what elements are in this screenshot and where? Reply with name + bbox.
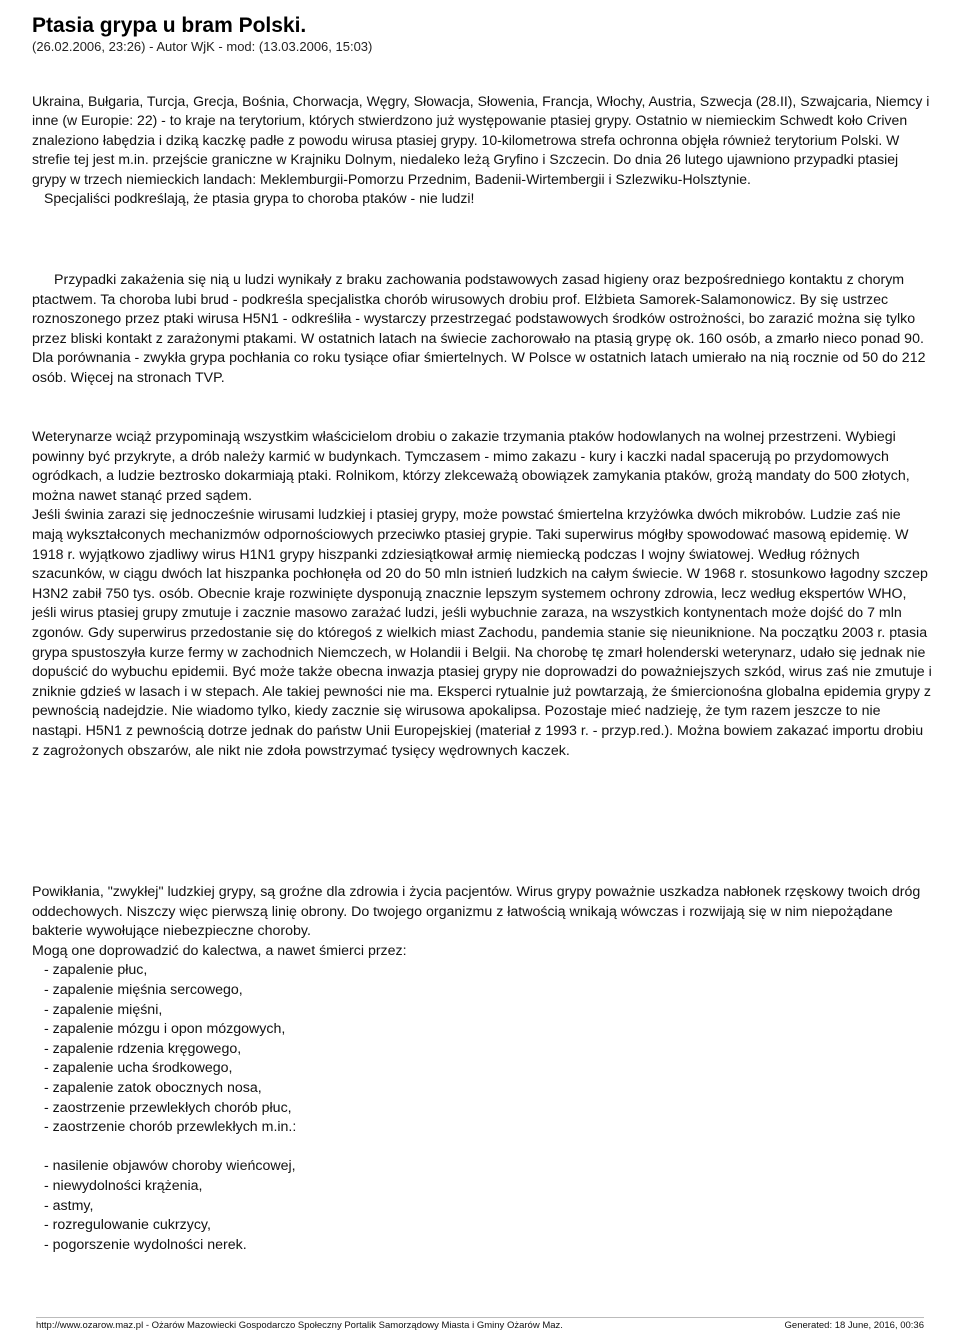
paragraph-superwirus: Jeśli świnia zarazi się jednocześnie wirusami ludzkiej i ptasiej grypy, może powstać śmiertelna krzyżówka dwóch mikrobów. Ludzie zaś nie mają wykształconych mechanizmów odpornościowych przeciwko ptasiej grypie. Taki superwirus mógłby spowodować masową epidemię. W 1918 r. wyjątkowo zjadliwy wirus H1N1 grypy hiszpanki zdziesiątkował armię niemiecką podczas I wojny światowej. Według różnych szacunków, w ciągu dwóch lat hiszpanka pochłonęła od 20 do 50 mln istnień ludzkich na całym świecie. W 1968 r. stosunkowo łagodny szczep H3N2 zabił 750 tys. osób. Obecnie kraje rozwinięte dysponują znacznie lepszym systemem ochrony zdrowia, lecz według ekspertów WHO, jeśli wirus ptasiej grupy zmutuje i zacznie masowo zarażać ludzi, jeśli wybuchnie zaraza, na wszystkich kontynentach może dojść do 7 mln zgonów. Gdy superwirus przedostanie się do któregoś z wielkich miast Zachodu, pandemia stanie się nieuniknione. Na początku 2003 r. ptasia grypa spustoszyła kurze fermy w zachodnich Niemczech, w Holandii i Belgii. Na chorobę tę zmarł holenderski weterynarz, udało się jednak nie dopuścić do wybuchu epidemii. Być może także obecna inwazja ptasiej grypy nie doprowadzi do poważniejszych szkód, wirus zaś nie zmutuje i zniknie gdzieś w lasach i w stepach. Ale takiej pewności nie ma. Eksperci rytualnie już powtarzają, że śmiercionośna globalna epidemia grypy z pewnością nadejdzie. Nie wiadomo tylko, kiedy zacznie się wirusowa apokalipsa. Pozostaje mieć nadzieję, że tym razem jeszcze to nie nastąpi. H5N1 z pewnością dotrze jednak do państw Unii Europejskiej (materiał z 1993 r. - przyp.red.). Można bowiem zakazać importu drobiu z zagrożonych obszarów, ale nikt nie zdoła powstrzymać tysięcy wędrownych kaczek. — [32, 507, 932, 759]
paragraph-complications: Powikłania, "zwykłej" ludzkiej grypy, są groźne dla zdrowia i życia pacjentów. Wirus grypy poważnie uszkadza nabłonek rzęskowy twoich dróg oddechowych. Niszczy więc pierwszą linię obrony. Do twojego organizmu z łatwością wnikają wówczas i rozwijają się w nim niepożądane bakterie wywołujące niebezpieczne choroby. — [32, 884, 921, 940]
list-item: - niewydolności krążenia, — [44, 1177, 203, 1194]
list-item: - zaostrzenie przewlekłych chorób płuc, — [44, 1099, 292, 1116]
paragraph-specialists-note: Specjaliści podkreślają, że ptasia grypa to choroba ptaków - nie ludzi! — [44, 190, 475, 207]
list-item: - rozregulowanie cukrzycy, — [44, 1217, 211, 1234]
list-item: - zapalenie ucha środkowego, — [44, 1060, 233, 1077]
list-item: - zapalenie zatok obocznych nosa, — [44, 1079, 262, 1096]
section-veterinarians — [32, 428, 932, 761]
paragraph-veterinarians: Weterynarze wciąż przypominają wszystkim właścicielom drobiu o zakazie trzymania ptaków hodowlanych na wolnej przestrzeni. Wybiegi powinny być przykryte, a drób należy karmić w budynkach. Tymczasem - mimo zakazu - kury i kaczki nadal spacerują po przydomowych ogródkach, a ludzie beztrosko dokarmiają ptaki. Rolnikom, którzy zlekceważą obowiązek zamykania ptaków, grożą mandaty do 500 złotych, można nawet stanąć przed sądem. — [32, 429, 910, 504]
section-human-cases — [32, 271, 932, 389]
list-item: - zapalenie rdzenia kręgowego, — [44, 1040, 242, 1057]
document-page — [32, 14, 932, 1253]
footer-site-link[interactable]: http://www.ozarow.maz.pl - Ożarów Mazowiecki Gospodarczo Społeczny Portalik Samorządowy Miasta i Gminy Ożarów Maz. — [36, 1320, 563, 1331]
list-item: - zapalenie płuc, — [44, 962, 148, 979]
article-title: Ptasia grypa u bram Polski. — [32, 14, 307, 37]
paragraph-complications-lead: Mogą one doprowadzić do kalectwa, a nawet śmierci przez: — [32, 942, 407, 959]
section-countries — [32, 92, 932, 208]
list-item: - zaostrzenie chorób przewlekłych m.in.: — [44, 1119, 297, 1136]
section-complications — [32, 883, 932, 1255]
paragraph-countries: Ukraina, Bułgaria, Turcja, Grecja, Bośnia, Chorwacja, Węgry, Słowacja, Słowenia, Francja, Włochy, Austria, Szwecja (28.II), Szwajcaria, Niemcy i inne (w Europie: 22) - to kraje na terytorium, których stwierdzono już występowanie ptasiej grypy. Ostatnio w niemieckim Schwedt koło Criven znaleziono łabędzia i dziką kaczkę padłe z powodu wirusa ptasiej grypy. 10-kilometrowa strefa ochronna objęła również terytorium Polski. W strefie tej jest m.in. przejście graniczne w Krajniku Dolnym, niedaleko leżą Gryfino i Szczecin. Do dnia 26 lutego ujawniono przypadki ptasiej grypy w trzech niemieckich landach: Meklemburgii-Pomorzu Przednim, Badenii-Wirtembergii i Szlezwiku-Holsztynie. — [32, 93, 930, 187]
list-item: - astmy, — [44, 1197, 94, 1214]
list-item: - nasilenie objawów choroby wieńcowej, — [44, 1158, 296, 1175]
page-footer — [36, 1317, 924, 1331]
list-item: - zapalenie mięśnia sercowego, — [44, 981, 243, 998]
article-meta: (26.02.2006, 23:26) - Autor WjK - mod: (13.03.2006, 15:03) — [32, 39, 373, 54]
list-item: - pogorszenie wydolności nerek. — [44, 1236, 247, 1253]
chronic-list — [32, 1157, 932, 1255]
footer-generated: Generated: 18 June, 2016, 00:36 — [784, 1320, 924, 1331]
list-spacer — [32, 1138, 932, 1158]
complications-list — [32, 961, 932, 1137]
list-item: - zapalenie mięśni, — [44, 1001, 163, 1018]
paragraph-human-cases: Przypadki zakażenia się nią u ludzi wynikały z braku zachowania podstawowych zasad higieny oraz bezpośredniego kontaktu z chorym ptactwem. Ta choroba lubi brud - podkreśla specjalistka chorób wirusowych drobiu prof. Elżbieta Samorek-Salamonowicz. By się ustrzec roznoszonego przez ptaki wirusa H5N1 - odkreśliła - wystarczy przestrzegać podstawowych środków ostrożności, bo zarazić można się tylko przez bliski kontakt z zarażonymi ptakami. W ostatnich latach na świecie zachorowało na ptasią grypę ok. 160 osób, a zmarło nieco ponad 90. Dla porównania - zwykła grypa pochłania co roku tysiące ofiar śmiertelnych. W Polsce w ostatnich latach umierało na nią rocznie od 50 do 212 osób. Więcej na stronach TVP. — [32, 272, 926, 386]
list-item: - zapalenie mózgu i opon mózgowych, — [44, 1021, 286, 1038]
